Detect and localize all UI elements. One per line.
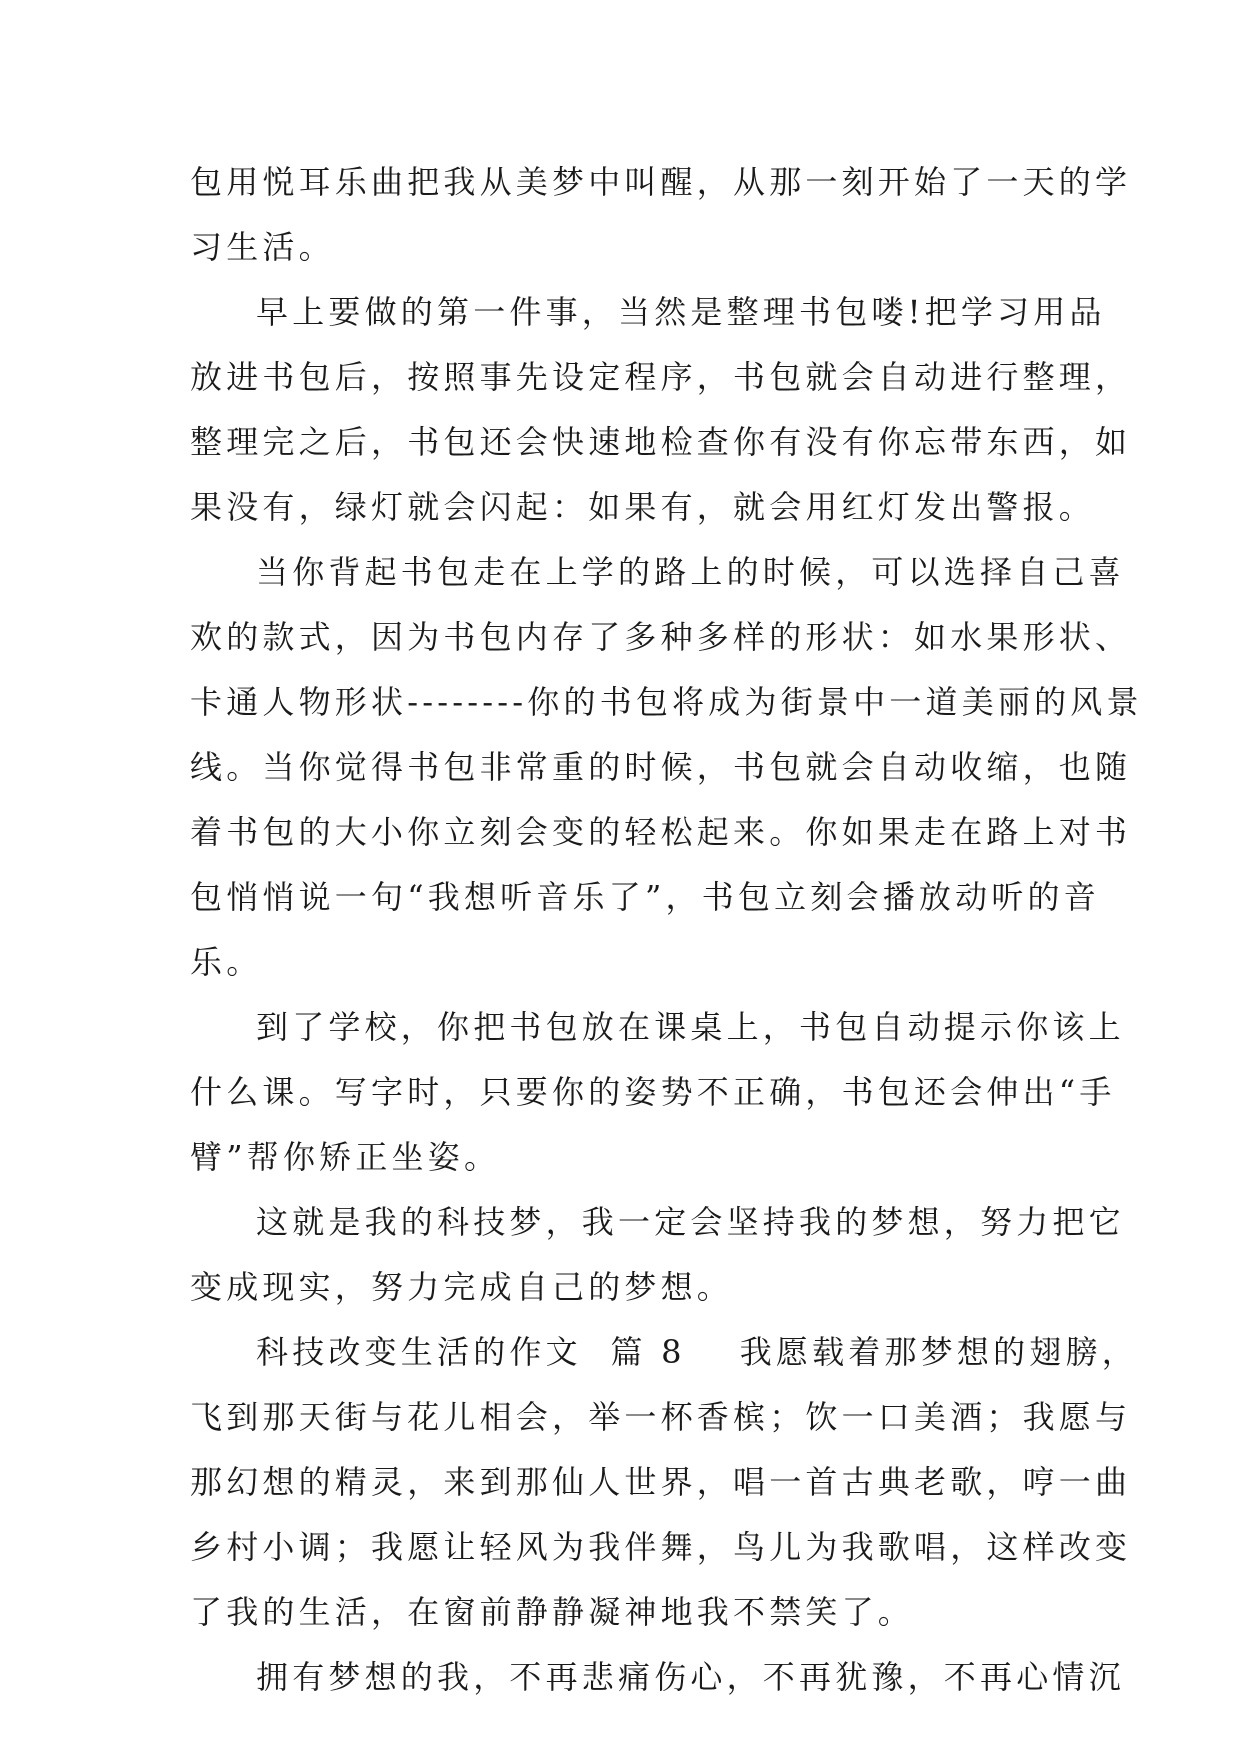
text-line: 臂”帮你矫正坐姿。 bbox=[190, 1138, 501, 1176]
text-line: 欢的款式，因为书包内存了多种多样的形状：如水果形状、 bbox=[190, 618, 1132, 656]
paragraph-first-line: 当你背起书包走在上学的路上的时候，可以选择自己喜 bbox=[256, 553, 1125, 591]
text-line: 乡村小调；我愿让轻风为我伴舞，鸟儿为我歌唱，这样改变 bbox=[190, 1528, 1132, 1566]
text-line: 整理完之后，书包还会快速地检查你有没有你忘带东西，如 bbox=[190, 423, 1132, 461]
text-line: 了我的生活，在窗前静静凝神地我不禁笑了。 bbox=[190, 1593, 915, 1631]
text-line: 包用悦耳乐曲把我从美梦中叫醒，从那一刻开始了一天的学 bbox=[190, 163, 1132, 201]
text-line: 那幻想的精灵，来到那仙人世界，唱一首古典老歌，哼一曲 bbox=[190, 1463, 1132, 1501]
text-line: 变成现实，努力完成自己的梦想。 bbox=[190, 1268, 734, 1306]
text-line: 着书包的大小你立刻会变的轻松起来。你如果走在路上对书 bbox=[190, 813, 1132, 851]
text-line: 乐。 bbox=[190, 943, 263, 981]
text-line: 什么课。写字时，只要你的姿势不正确，书包还会伸出“手 bbox=[190, 1073, 1116, 1111]
paragraph-first-line: 拥有梦想的我，不再悲痛伤心，不再犹豫，不再心情沉 bbox=[256, 1658, 1125, 1696]
text-line: 果没有，绿灯就会闪起：如果有，就会用红灯发出警报。 bbox=[190, 488, 1096, 526]
paragraph-first-line: 早上要做的第一件事，当然是整理书包喽!把学习用品 bbox=[256, 293, 1106, 331]
paragraph-first-line: 这就是我的科技梦，我一定会坚持我的梦想，努力把它 bbox=[256, 1203, 1125, 1241]
text-line: 习生活。 bbox=[190, 228, 335, 266]
section-first-text: 我愿载着那梦想的翅膀， bbox=[739, 1333, 1138, 1371]
text-line: 放进书包后，按照事先设定程序，书包就会自动进行整理， bbox=[190, 358, 1132, 396]
paragraph-first-line: 到了学校，你把书包放在课桌上，书包自动提示你该上 bbox=[256, 1008, 1125, 1046]
section-line bbox=[190, 1320, 1138, 1385]
section-heading: 科技改变生活的作文 篇 8 bbox=[256, 1333, 686, 1371]
text-line: 卡通人物形状--------你的书包将成为街景中一道美丽的风景 bbox=[190, 683, 1143, 721]
text-line: 包悄悄说一句“我想听音乐了”，书包立刻会播放动听的音 bbox=[190, 878, 1100, 916]
document-body bbox=[190, 150, 1143, 1710]
text-line: 飞到那天街与花儿相会，举一杯香槟；饮一口美酒；我愿与 bbox=[190, 1398, 1132, 1436]
text-line: 线。当你觉得书包非常重的时候，书包就会自动收缩，也随 bbox=[190, 748, 1132, 786]
